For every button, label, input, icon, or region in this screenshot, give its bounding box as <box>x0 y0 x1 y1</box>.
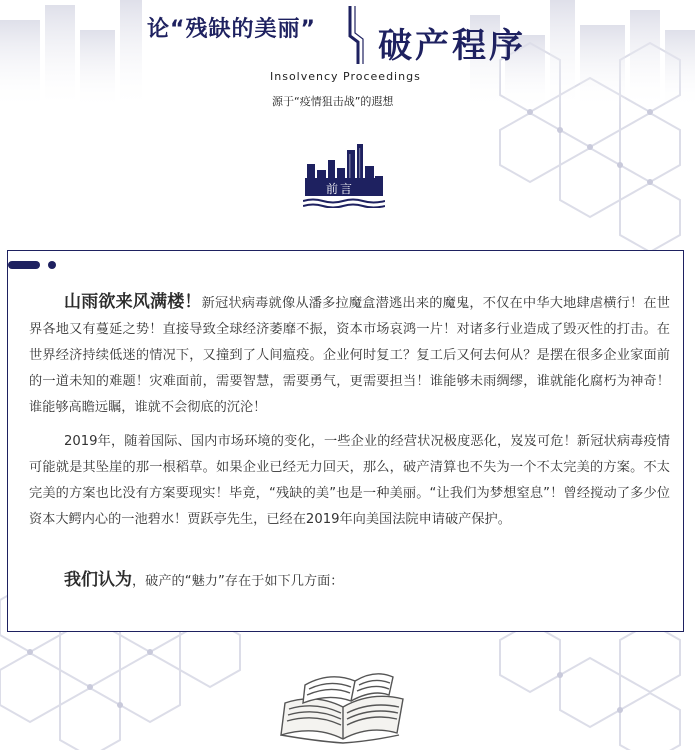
title-bracket-icon <box>346 6 368 64</box>
paragraph-2-text: 2019年，随着国际、国内市场环境的变化，一些企业的经营状况极度恶化，岌岌可危！新冠状病毒疫情可能就是其坠崖的那一根稻草。如果企业已经无力回天，那么，破产清算也不失为一个不太完美的方案。不太完美的方案也比没有方案要现实！毕竟，“残缺的美”也是一种美丽。“让我们为梦想窒息”！曾经搅动了多少位资本大鳄内心的一池碧水！贾跃亭先生，已经在2019年向美国法院申请破产保护。 <box>29 434 670 527</box>
preface-skyline-icon <box>303 140 385 208</box>
paragraph-2 <box>29 429 670 533</box>
subtitle-chinese: 源于“疫情狙击战”的遐想 <box>272 95 394 108</box>
preface-label: 前言 <box>326 182 355 196</box>
paragraph-3 <box>29 567 670 595</box>
subtitle-english: Insolvency Proceedings <box>270 70 421 83</box>
pill-dot-icon <box>8 260 68 270</box>
title-left: 论“残缺的美丽” <box>147 17 316 42</box>
paragraph-1 <box>29 289 670 421</box>
wave-lines-icon <box>303 200 385 208</box>
content-box <box>7 250 684 632</box>
title-right: 破产程序 <box>378 26 526 66</box>
paragraph-1-lead: 山雨欲来风满楼！ <box>64 292 202 312</box>
open-books-icon <box>275 655 415 745</box>
paragraph-3-lead: 我们认为 <box>64 570 132 590</box>
paragraph-3-text: ，破产的“魅力”存在于如下几方面： <box>132 574 344 589</box>
paragraph-1-text: 新冠状病毒就像从潘多拉魔盒潜逃出来的魔鬼，不仅在中华大地肆虐横行！在世界各地又有蔓延之势！直接导致全球经济萎靡不振，资本市场哀鸿一片！对诸多行业造成了毁灭性的打击。在世界经济持续低迷的情况下，又撞到了人间瘟疫。企业何时复工？复工后又何去何从？是摆在很多企业家面前的一道未知的难题！灾难面前，需要智慧，需要勇气，更需要担当！谁能够未雨绸缪，谁就能化腐朽为神奇！谁能够高瞻远瞩，谁就不会彻底的沉沦！ <box>29 296 670 415</box>
